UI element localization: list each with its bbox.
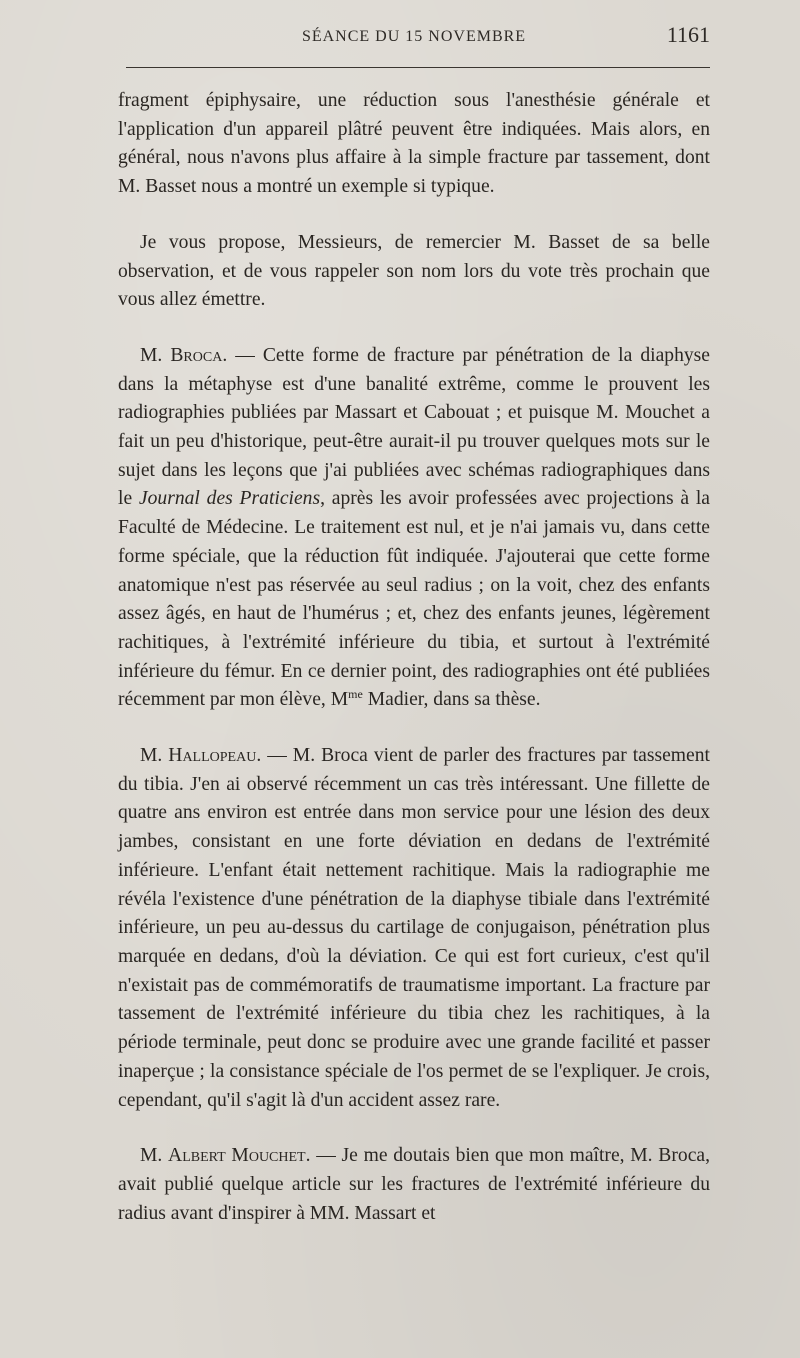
speaker-prefix: M. (140, 1145, 169, 1167)
speaker-prefix: M. (140, 745, 169, 767)
paragraph-mouchet (118, 1142, 710, 1228)
title-superscript: me (348, 687, 363, 702)
paragraph-text: . — Cette forme de fracture par pénétration de la diaphyse dans la métaphyse est d'une banalité extrême, comme le prouvent les radiographies publiées par Massart et Cabouat ; et puisque M. Mouchet a fait un peu d'historique, peut-être aurait-il pu trouver quelques mots sur le sujet dans les leçons que j'ai publiées avec schémas radiographiques dans le (118, 344, 710, 510)
paragraph-text: fragment épiphysaire, une réduction sous l'anesthésie générale et l'application d'un appareil plâtré peuvent être indiquées. Mais alors, en général, nous n'avons plus affaire à la simple fracture par tassement, dont M. Basset nous a montré un exemple si typique. (118, 90, 710, 198)
running-head (118, 22, 710, 52)
header-rule (126, 67, 710, 68)
page-number: 1161 (666, 22, 710, 47)
speaker-name: Hallopeau (168, 745, 257, 767)
journal-title: Journal des Praticiens (138, 488, 321, 510)
paragraph-text: Madier, dans sa thèse. (362, 689, 541, 711)
paragraph-text: . — Je me doutais bien que mon maître, M. Broca, avait publié quelque article sur les fractures de l'extrémité inférieure du radius avant d'inspirer à MM. Massart et (118, 1145, 710, 1224)
speaker-name: Albert Mouchet (168, 1145, 306, 1167)
paragraph-text: . — M. Broca vient de parler des fractures par tassement du tibia. J'en ai observé récemment un cas très intéressant. Une fillette de quatre ans environ est entrée dans mon service pour une lésion des deux jambes, consistant en une forte déviation en dedans de l'extrémité inférieure. L'enfant était nettement rachitique. Mais la radiographie me révéla l'existence d'une pénétration de la diaphyse tibiale dans l'extrémité inférieure, un peu au-dessus du cartilage de conjugaison, pénétration plus marquée en dedans, d'où la déviation. Ce qui est fort curieux, c'est qu'il n'existait pas de commémoratifs de traumatisme important. La fracture par tassement de l'extrémité inférieure du tibia chez les rachitiques, à la période terminale, peut donc se produire avec une grande facilité et passer inaperçue ; la consistance spéciale de l'os permet de se l'expliquer. Je crois, cependant, qu'il s'agit là d'un accident assez rare. (118, 745, 710, 1111)
paragraph-continuation (118, 87, 710, 202)
paragraph-hallopeau (118, 742, 710, 1115)
paragraph-proposal (118, 229, 710, 315)
paragraph-broca (118, 342, 710, 715)
speaker-name: Broca (170, 344, 223, 366)
paragraph-text: , après les avoir professées avec projections à la Faculté de Médecine. Le traitement est nul, et je n'ai jamais vu, dans cette forme spéciale, que la réduction fût indiquée. J'ajouterai que cette forme anatomique n'est pas réservée au seul radius ; on la voit, chez des enfants assez âgés, en haut de l'humérus ; et, chez des enfants jeunes, légèrement rachitiques, à l'extrémité inférieure du tibia, et surtout à l'extrémité inférieure du fémur. En ce dernier point, des radiographies ont été publiées récemment par mon élève, M (118, 488, 710, 711)
paragraph-text: Je vous propose, Messieurs, de remercier M. Basset de sa belle observation, et de vous rappeler son nom lors du vote très prochain que vous allez émettre. (118, 231, 710, 311)
body-text (118, 87, 710, 1228)
running-title: SÉANCE DU 15 NOVEMBRE (301, 28, 527, 45)
speaker-prefix: M. (140, 344, 171, 366)
